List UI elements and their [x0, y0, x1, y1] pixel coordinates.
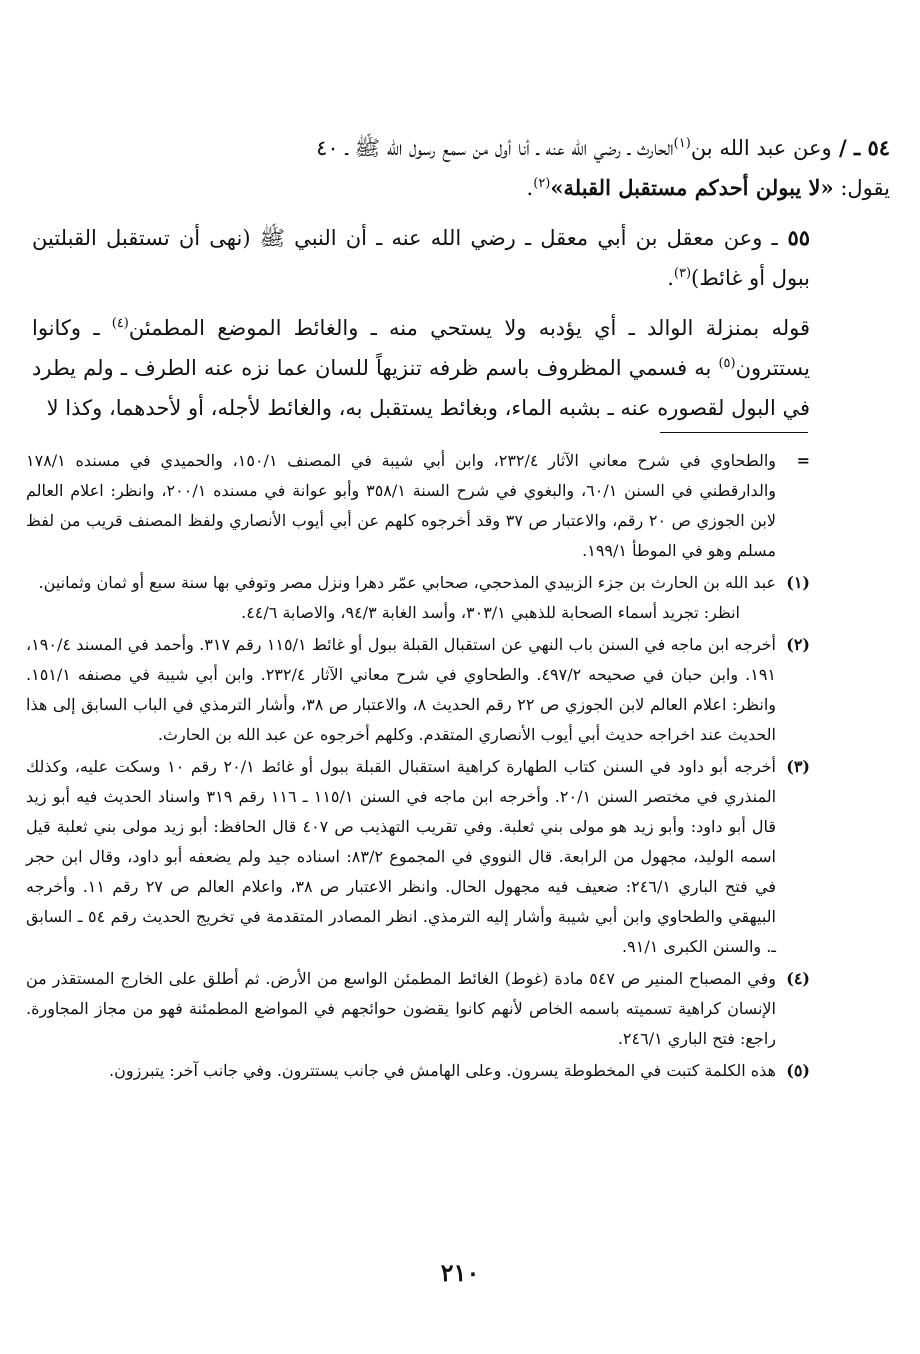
footnote-ref: (٥) — [718, 356, 736, 371]
punctuation: . — [526, 176, 534, 200]
commentary-text: قوله بمنزلة الوالد ـ أي يؤدبه ولا يستحي منه ـ والغائط الموضع المطمئن — [128, 316, 810, 340]
hadith-54 — [32, 128, 890, 208]
footnote-mark: (١) — [786, 573, 810, 592]
footnote-text: هذه الكلمة كتبت في المخطوطة يسرون. وعلى الهامش في جانب يستترون. وفي جانب آخر: يتبرزون. — [109, 1061, 776, 1080]
commentary-text: ـ وكانوا يستترون — [32, 316, 810, 380]
hadith-55 — [32, 218, 810, 298]
main-text — [32, 128, 890, 438]
hadith-text: ـ وعن معقل بن أبي معقل ـ رضي الله عنه ـ أن النبي ﷺ (نهى أن تستقبل القبلتين ببول أو غائط) — [32, 226, 810, 290]
footnotes — [26, 446, 810, 1088]
footnote-text: عبد الله بن الحارث بن جزء الزبيدي المذحجي، صحابي عمّر دهرا ونزل مصر وتوفي بها سنة سبع أو ثمان وثمانين. — [38, 573, 776, 592]
footnote-text: والطحاوي في شرح معاني الآثار ٢٣٢/٤، وابن أبي شيبة في المصنف ١٥٠/١، والحميدي في مسنده ١٧٨/١ والدارقطني في السنن ٦٠/١، والبغوي في شرح السنة ٣٥٨/١ وأبو عوانة في مسنده ٢٠٠/١، وانظر: اعلام العالم لابن الجوزي ص ٢٠ رقم، والاعتبار ص ٣٧ وقد أخرجوه كلهم عن أبي أيوب الأنصاري ولفظ المصنف قريب من لفظ مسلم وهو في الموطأ ١٩٩/١. — [26, 451, 777, 560]
hadith-text: يقول: — [833, 176, 890, 200]
footnote-text: وفي المصباح المنير ص ٥٤٧ مادة (غوط) الغائط المطمئن الواسع من الأرض. ثم أطلق على الخارج المستقذر من الإنسان كراهية تسميته باسمه الخاص لأنهم كانوا يقضون حوائجهم في المواضع المطمئنة فهو من مجاز المجاورة. راجع: فتح الباري ٢٤٦/١. — [26, 969, 776, 1048]
footnote-ref: (٣) — [673, 266, 692, 281]
footnote-4 — [26, 964, 810, 1054]
hadith-text: الحارث ـ رضي الله عنه ـ أنا أول من سمع رسول الله ﷺ ـ ٤٠ — [316, 136, 674, 160]
footnote-mark: (٣) — [786, 757, 810, 776]
footnote-text: انظر: تجريد أسماء الصحابة للذهبي ٣٠٣/١، وأسد الغابة ٩٤/٣، والاصابة ٤٤/٦. — [241, 603, 740, 622]
page-number: ٢١٠ — [440, 1258, 480, 1287]
footnote-continuation — [26, 446, 810, 566]
footnote-5 — [26, 1056, 810, 1086]
commentary — [32, 308, 810, 428]
footnote-text: أخرجه أبو داود في السنن كتاب الطهارة كراهية استقبال القبلة ببول أو غائط ٢٠/١ رقم ١٠ وسكت عليه، وكذلك المنذري في مختصر السنن ٢٠/١. وأخرجه ابن ماجه في السنن ١١٥/١ ـ ١١٦ رقم ٣١٩ واسناد الحديث فيه أبو زيد قال أبو داود: وأبو زيد هو مولى بني ثعلبة. وفي تقريب التهذيب ص ٤٠٧ قال الحافظ: أبو زيد مولى بني ثعلبة قيل اسمه الوليد، مجهول من الرابعة. قال النووي في المجموع ٨٣/٢: اسناده جيد ولم يضعفه أبو داود، وقال ابن حجر في فتح الباري ٢٤٦/١: ضعيف فيه مجهول الحال. وانظر الاعتبار ص ٣٨، واعلام العالم ص ٢٧ رقم ١١. وأخرجه البيهقي والطحاوي وابن أبي شيبة وأشار إليه الترمذي. انظر المصادر المتقدمة في تخريج الحديث رقم ٥٤ ـ السابق ـ. والسنن الكبرى ٩١/١. — [26, 757, 777, 956]
footnote-mark: = — [796, 451, 810, 470]
footnote-text: أخرجه ابن ماجه في السنن باب النهي عن استقبال القبلة ببول أو غائط ١١٥/١ رقم ٣١٧. وأحمد في المسند ١٩٠/٤، ١٩١. وابن حبان في صحيحه ٤٩٧/٢. والطحاوي في شرح معاني الآثار ٢٣٢/٤. وابن أبي شيبة في مصنفه ١٥١/١. وانظر: اعلام العالم لابن الجوزي ص ٢٢ رقم الحديث ٨، والاعتبار ص ٣٨، وأشار الترمذي في الباب السابق إلى هذا الحديث عند اخراجه حديث أبي أيوب الأنصاري المتقدم. وكلهم أخرجوه عن عبد الله بن الحارث. — [26, 635, 776, 744]
hadith-text: وعن عبد الله بن — [690, 136, 832, 160]
footnote-divider — [660, 432, 808, 433]
footnote-ref: (٢) — [533, 176, 551, 191]
hadith-number: ٥٤ ـ / — [831, 135, 890, 160]
hadith-number: ٥٥ — [777, 225, 811, 250]
footnote-1 — [26, 568, 810, 628]
hadith-quote: «لا يبولن أحدكم مستقبل القبلة» — [550, 175, 834, 200]
footnote-mark: (٤) — [786, 969, 810, 988]
punctuation: . — [667, 266, 674, 290]
footnote-mark: (٥) — [786, 1061, 810, 1080]
footnote-mark: (٢) — [786, 635, 810, 654]
commentary-text: به فسمي المظروف باسم ظرفه تنزيهاً للسان عما نزه عنه الطرف ـ ولم يطرد في البول لقصوره عنه ـ بشبه الماء، وبغائط يستقبل به، والغائط لأجله، أو لأحدهما، وكذا لا — [32, 356, 810, 420]
footnote-3 — [26, 752, 810, 962]
footnote-ref: (١) — [673, 136, 691, 151]
footnote-ref: (٤) — [111, 316, 129, 331]
footnote-2 — [26, 630, 810, 750]
